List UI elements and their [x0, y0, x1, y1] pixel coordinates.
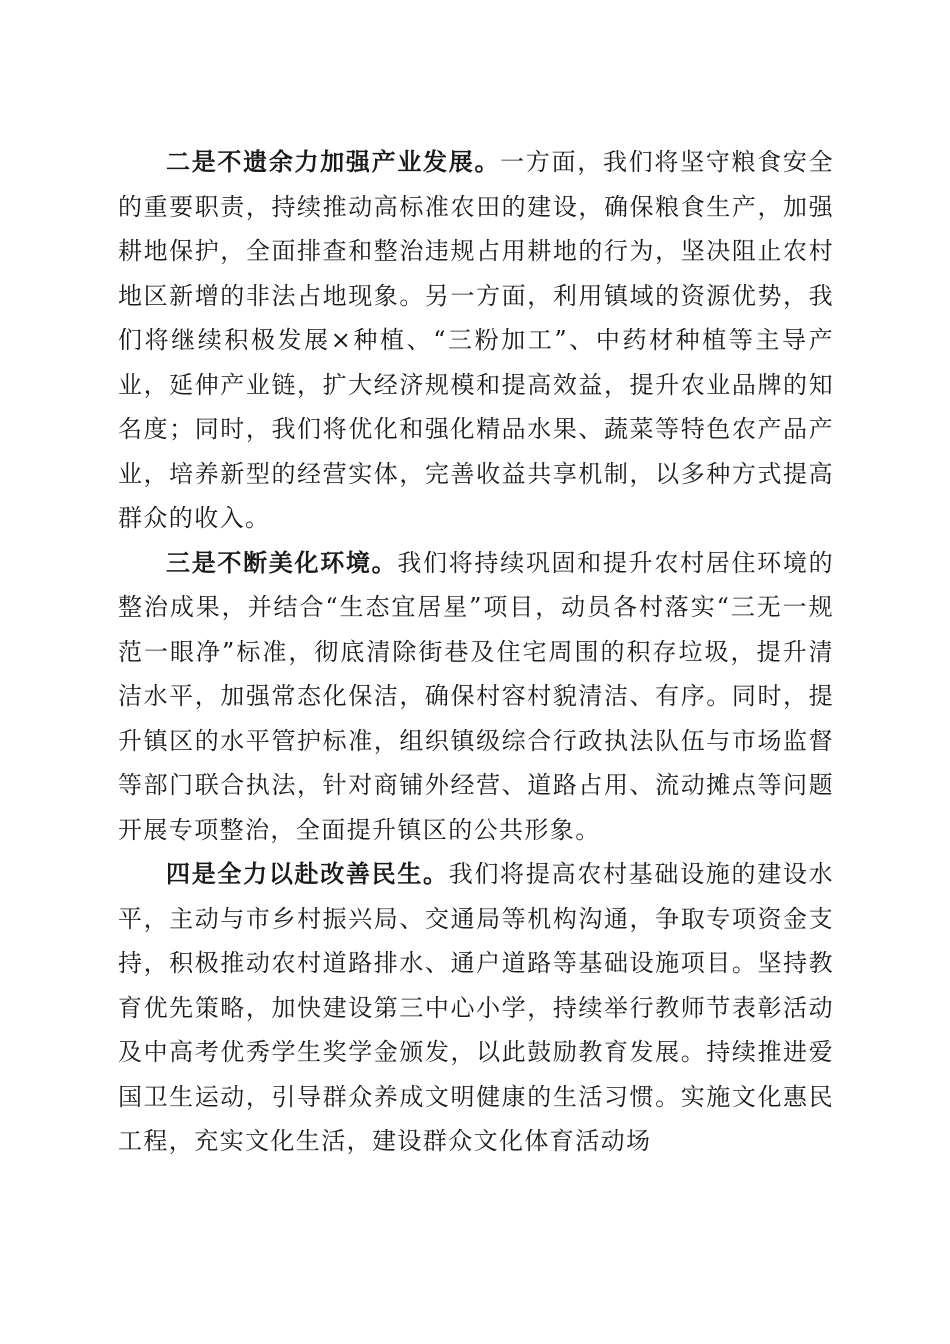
paragraph-industry [118, 140, 834, 541]
paragraph-environment [118, 541, 834, 853]
paragraph-body: 一方面，我们将坚守粮食安全的重要职责，持续推动高标准农田的建设，确保粮食生产，加强耕地保护，全面排查和整治违规占用耕地的行为，坚决阻止农村地区新增的非法占地现象。另一方面，利用镇域的资源优势，我们将继续积极发展×种植、“三粉加工”、中药材种植等主导产业，延伸产业链，扩大经济规模和提高效益，提升农业品牌的知名度；同时，我们将优化和强化精品水果、蔬菜等特色农产品产业，培养新型的经营实体，完善收益共享机制，以多种方式提高群众的收入。 [118, 148, 835, 532]
document-body [118, 140, 834, 1164]
paragraph-body: 我们将持续巩固和提升农村居住环境的整治成果，并结合“生态宜居星”项目，动员各村落实“三无一规范一眼净”标准，彻底清除街巷及住宅周围的积存垃圾，提升清洁水平，加强常态化保洁，确保村容村貌清洁、有序。同时，提升镇区的水平管护标准，组织镇级综合行政执法队伍与市场监督等部门联合执法，针对商铺外经营、道路占用、流动摊点等问题开展专项整治，全面提升镇区的公共形象。 [118, 548, 834, 844]
paragraph-lead: 三是不断美化环境。 [166, 548, 398, 577]
paragraph-body: 我们将提高农村基础设施的建设水平，主动与市乡村振兴局、交通局等机构沟通，争取专项资金支持，积极推动农村道路排水、通户道路等基础设施项目。坚持教育优先策略，加快建设第三中心小学，持续举行教师节表彰活动及中高考优秀学生奖学金颁发，以此鼓励教育发展。持续推进爱国卫生运动，引导群众养成文明健康的生活习惯。实施文化惠民工程，充实文化生活，建设群众文化体育活动场 [118, 860, 835, 1155]
paragraph-livelihood [118, 852, 834, 1164]
paragraph-lead: 二是不遗余力加强产业发展。 [166, 148, 501, 176]
paragraph-lead: 四是全力以赴改善民生。 [166, 860, 449, 888]
